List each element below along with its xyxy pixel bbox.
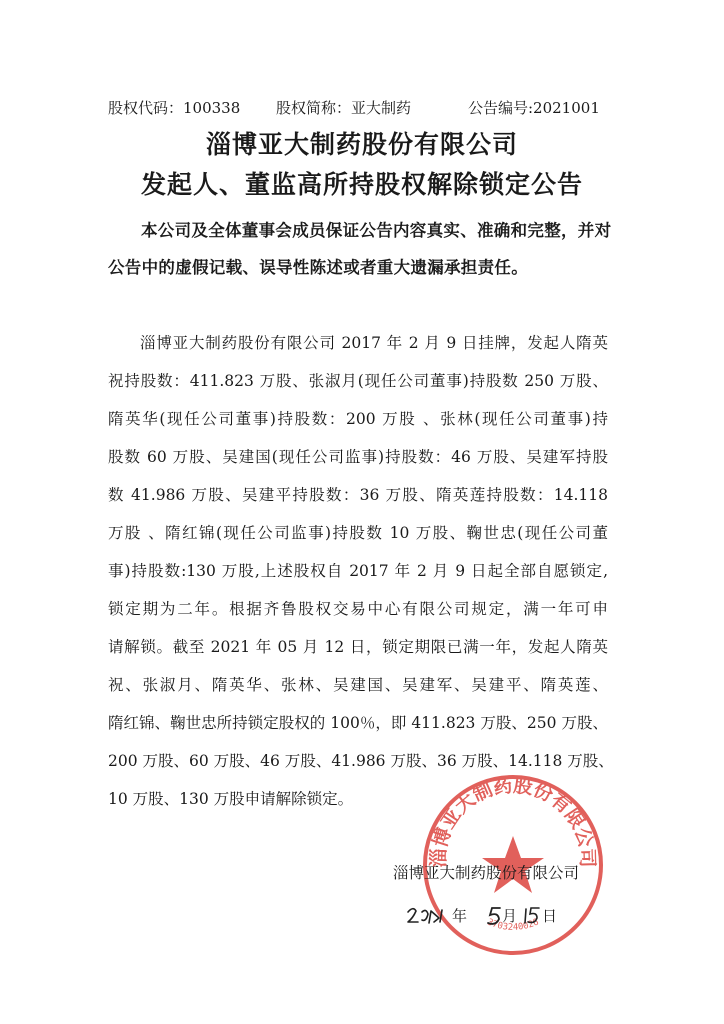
body-line: 祝持股数：411.823 万股、张淑月(现任公司董事)持股数 250 万股、	[108, 372, 608, 390]
seal-text: 淄博亚大制药股份有限公司	[427, 774, 599, 868]
handwritten-date-icon	[404, 902, 564, 933]
body-line: 锁定期为二年。根据齐鲁股权交易中心有限公司规定，满一年可申	[108, 600, 608, 618]
company-title: 淄博亚大制药股份有限公司	[205, 130, 518, 159]
body-line: 股数 60 万股、吴建国(现任公司监事)持股数：46 万股、吴建军持股	[108, 448, 608, 466]
notice-title: 发起人、董监高所持股权解除锁定公告	[140, 170, 583, 199]
svg-text:月: 月	[502, 907, 518, 925]
body-line: 10 万股、130 万股申请解除锁定。	[108, 790, 354, 808]
body-line: 请解锁。截至 2021 年 05 月 12 日，锁定期限已满一年，发起人隋英	[108, 638, 608, 656]
signing-company: 淄博亚大制药股份有限公司	[393, 864, 580, 882]
seal-code: 3703240026	[485, 917, 541, 933]
svg-text:日: 日	[542, 907, 558, 925]
stock-short-name: 股权简称：亚大制药	[276, 99, 412, 117]
header-meta	[108, 97, 608, 119]
svg-text:年: 年	[452, 907, 468, 925]
body-line: 数 41.986 万股、吴建平持股数：36 万股、隋英莲持股数：14.118	[108, 486, 608, 504]
stock-code: 股权代码：100338	[108, 99, 241, 117]
declaration: 本公司及全体董事会成员保证公告内容真实、准确和完整，并对公告中的虚假记载、误导性陈述或者重大遗漏承担责任。	[108, 221, 612, 277]
body-line: 隋红锦、鞠世忠所持锁定股权的 100％，即 411.823 万股、250 万股、	[108, 714, 608, 732]
body-line: 隋英华(现任公司董事)持股数：200 万股 、张林(现任公司董事)持	[108, 410, 608, 428]
body-line: 淄博亚大制药股份有限公司 2017 年 2 月 9 日挂牌，发起人隋英	[140, 334, 608, 352]
body-line: 事)持股数:130 万股,上述股权自 2017 年 2 月 9 日起全部自愿锁定,	[108, 562, 608, 580]
body-line: 祝、张淑月、隋英华、张林、吴建国、吴建军、吴建平、隋英莲、	[108, 676, 608, 694]
body-line: 万股 、隋红锦(现任公司监事)持股数 10 万股、鞠世忠(现任公司董	[108, 524, 608, 542]
body-line: 200 万股、60 万股、46 万股、41.986 万股、36 万股、14.118 万股、	[108, 752, 614, 770]
notice-number: 公告编号:2021001	[468, 99, 600, 117]
